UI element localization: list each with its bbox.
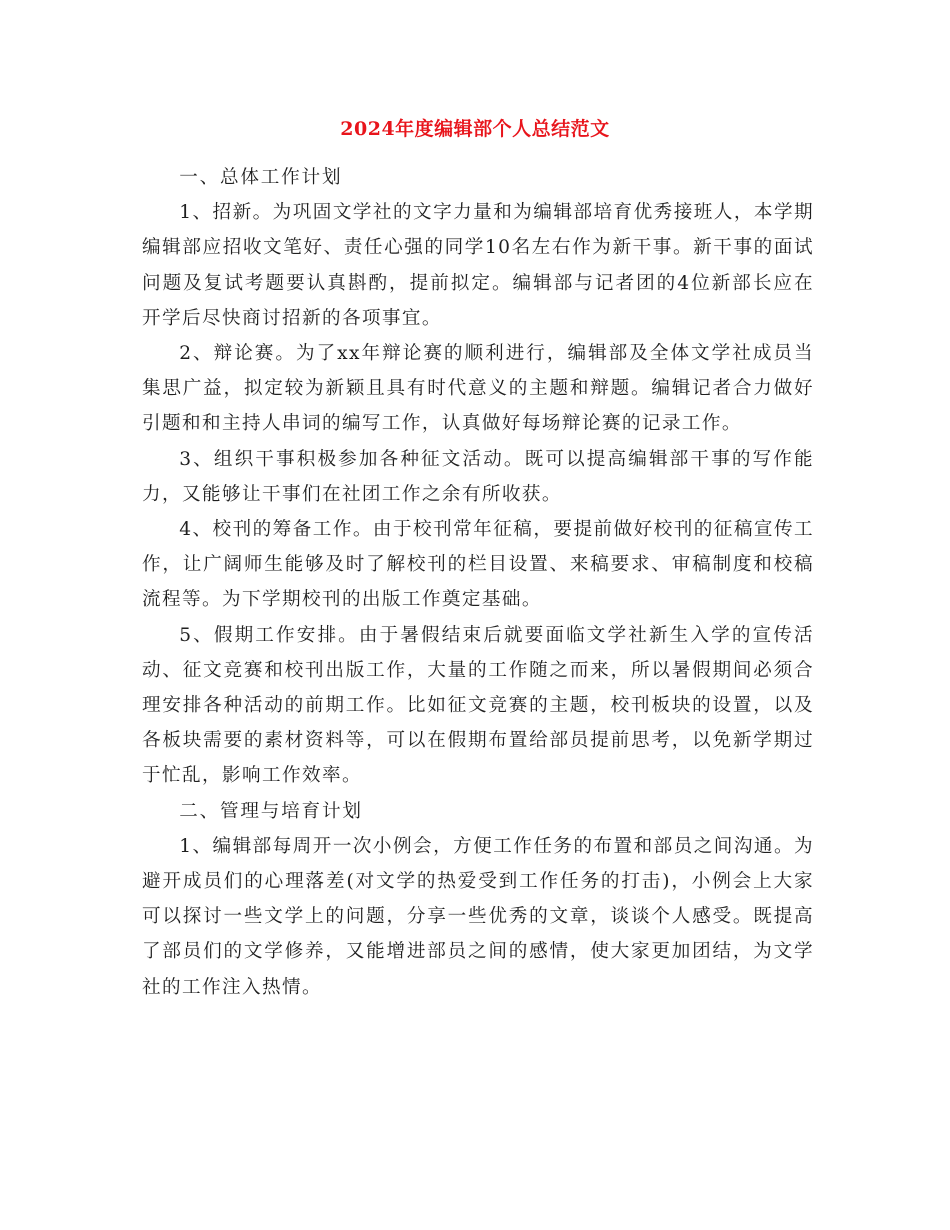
paragraph-debate: 2、辩论赛。为了xx年辩论赛的顺利进行，编辑部及全体文学社成员当集思广益，拟定较为新颖且具有时代意义的主题和辩题。编辑记者合力做好引题和和主持人串词的编写工作，认真做好每场辩论赛的记录工作。 — [142, 343, 814, 435]
section-heading-overall-plan: 一、总体工作计划 — [179, 167, 343, 188]
document-body — [142, 160, 814, 1005]
paragraph-vacation-plan: 5、假期工作安排。由于暑假结束后就要面临文学社新生入学的宣传活动、征文竞赛和校刊出版工作，大量的工作随之而来，所以暑假期间必须合理安排各种活动的前期工作。比如征文竞赛的主题，校刊板块的设置，以及各板块需要的素材资料等，可以在假期布置给部员提前思考，以免新学期过于忙乱，影响工作效率。 — [142, 624, 814, 787]
section-heading-management: 二、管理与培育计划 — [179, 800, 363, 822]
paragraph-weekly-meeting: 1、编辑部每周开一次小例会，方便工作任务的布置和部员之间沟通。为避开成员们的心理落差(对文学的热爱受到工作任务的打击)，小例会上大家可以探讨一些文学上的问题，分享一些优秀的文章，谈谈个人感受。既提高了部员们的文学修养，又能增进部员之间的感情，使大家更加团结，为文学社的工作注入热情。 — [142, 835, 814, 998]
paragraph-essay-activities: 3、组织干事积极参加各种征文活动。既可以提高编辑部干事的写作能力，又能够让干事们在社团工作之余有所收获。 — [142, 448, 814, 505]
document-title: 2024年度编辑部个人总结范文 — [340, 118, 610, 140]
paragraph-school-journal: 4、校刊的筹备工作。由于校刊常年征稿，要提前做好校刊的征稿宣传工作，让广阔师生能够及时了解校刊的栏目设置、来稿要求、审稿制度和校稿流程等。为下学期校刊的出版工作奠定基础。 — [142, 519, 814, 611]
paragraph-recruitment: 1、招新。为巩固文学社的文字力量和为编辑部培育优秀接班人，本学期编辑部应招收文笔好、责任心强的同学10名左右作为新干事。新干事的面试问题及复试考题要认真斟酌，提前拟定。编辑部与记者团的4位新部长应在开学后尽快商讨招新的各项事宜。 — [142, 202, 814, 329]
